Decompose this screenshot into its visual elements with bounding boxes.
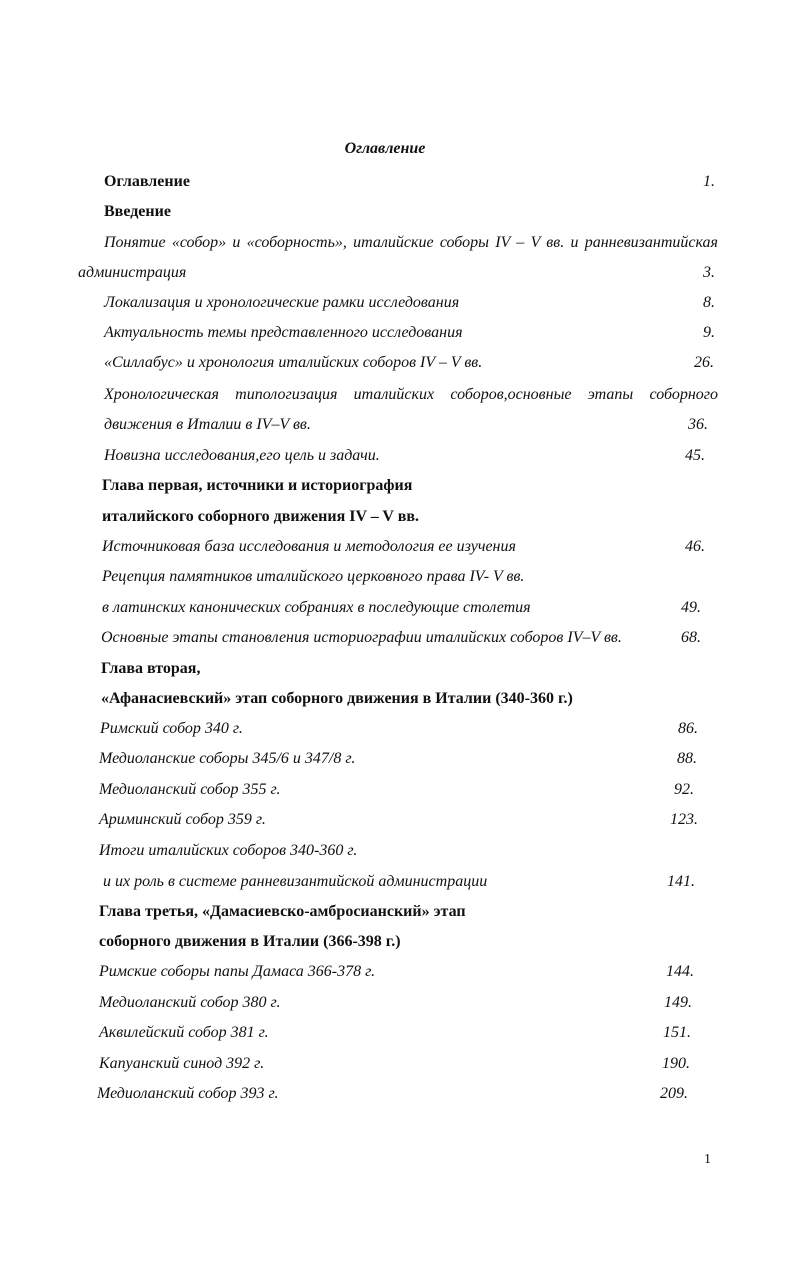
- toc-page-number: 49.: [681, 599, 701, 616]
- toc-entry-sources[interactable]: Источниковая база исследования и методология ее изучения: [102, 538, 516, 555]
- toc-entry-historiography[interactable]: Основные этапы становления историографии италийских соборов IV–V вв.: [101, 629, 622, 646]
- toc-page-number: 141.: [667, 873, 695, 890]
- toc-entry-reception-line2[interactable]: в латинских канонических собраниях в последующие столетия: [102, 599, 531, 616]
- toc-entry-milan-393[interactable]: Медиоланский собор 393 г.: [97, 1085, 279, 1102]
- toc-entry-concept-line2[interactable]: администрация: [78, 264, 187, 281]
- toc-page-number: 144.: [666, 963, 694, 980]
- toc-chapter-three-line1[interactable]: Глава третья, «Дамасиевско-амбросианский» этап: [99, 903, 466, 920]
- toc-page-number: 88.: [677, 750, 697, 767]
- toc-entry-concept-line1[interactable]: Понятие «собор» и «соборность», италийские соборы IV – V вв. и ранневизантийская: [104, 234, 718, 251]
- toc-chapter-one-line2[interactable]: италийского соборного движения IV – V вв.: [102, 508, 419, 525]
- toc-chapter-two-line2[interactable]: «Афанасиевский» этап соборного движения в Италии (340-360 г.): [101, 690, 573, 707]
- toc-page-number: 8.: [703, 294, 715, 311]
- toc-page-number: 46.: [685, 538, 705, 555]
- toc-page-number: 86.: [678, 720, 698, 737]
- toc-page-number: 190.: [662, 1055, 690, 1072]
- toc-page-number: 36.: [688, 416, 708, 433]
- toc-entry-localization[interactable]: Локализация и хронологические рамки исследования: [104, 294, 460, 311]
- toc-entry-rimini-359[interactable]: Ариминский собор 359 г.: [99, 811, 266, 828]
- toc-page-number: 209.: [660, 1085, 688, 1102]
- toc-entry-milan-355[interactable]: Медиоланский собор 355 г.: [99, 781, 281, 798]
- toc-entry-reception-line1[interactable]: Рецепция памятников италийского церковного права IV- V вв.: [102, 568, 525, 585]
- toc-entry-rome-340[interactable]: Римский собор 340 г.: [100, 720, 243, 737]
- toc-entry-contents[interactable]: Оглавление: [104, 173, 190, 190]
- toc-entry-milan-345[interactable]: Медиоланские соборы 345/6 и 347/8 г.: [99, 750, 356, 767]
- toc-page-number: 92.: [674, 781, 694, 798]
- toc-chapter-two-line1[interactable]: Глава вторая,: [101, 660, 201, 677]
- toc-page-number: 68.: [681, 629, 701, 646]
- toc-page-number: 26.: [694, 354, 714, 371]
- toc-chapter-one-line1[interactable]: Глава первая, источники и историография: [102, 477, 413, 494]
- toc-page-number: 9.: [703, 324, 715, 341]
- toc-page-number: 149.: [664, 994, 692, 1011]
- toc-entry-typology-line2[interactable]: движения в Италии в IV–V вв.: [104, 416, 311, 433]
- toc-entry-results-line1[interactable]: Итоги италийских соборов 340-360 г.: [99, 842, 358, 859]
- page-number: 1: [704, 1152, 711, 1167]
- toc-chapter-three-line2[interactable]: соборного движения в Италии (366-398 г.): [99, 933, 401, 950]
- toc-entry-milan-380[interactable]: Медиоланский собор 380 г.: [99, 994, 281, 1011]
- toc-page-number: 123.: [670, 811, 698, 828]
- toc-entry-novelty[interactable]: Новизна исследования,его цель и задачи.: [104, 447, 380, 464]
- toc-entry-results-line2[interactable]: и их роль в системе ранневизантийской администрации: [103, 873, 488, 890]
- page-title: Оглавление: [344, 140, 426, 157]
- toc-page-number: 1.: [703, 173, 715, 190]
- toc-entry-syllabus[interactable]: «Силлабус» и хронология италийских соборов IV – V вв.: [104, 354, 483, 371]
- toc-entry-relevance[interactable]: Актуальность темы представленного исследования: [104, 324, 463, 341]
- toc-page-number: 3.: [703, 264, 715, 281]
- toc-entry-introduction[interactable]: Введение: [104, 203, 171, 220]
- toc-entry-capua-392[interactable]: Капуанский синод 392 г.: [99, 1055, 265, 1072]
- toc-page-number: 151.: [663, 1024, 691, 1041]
- toc-entry-typology-line1[interactable]: Хронологическая типологизация италийских соборов,основные этапы соборного: [104, 386, 718, 403]
- toc-entry-aquileia-381[interactable]: Аквилейский собор 381 г.: [99, 1024, 269, 1041]
- toc-entry-rome-damasus[interactable]: Римские соборы папы Дамаса 366-378 г.: [99, 963, 376, 980]
- toc-page-number: 45.: [685, 447, 705, 464]
